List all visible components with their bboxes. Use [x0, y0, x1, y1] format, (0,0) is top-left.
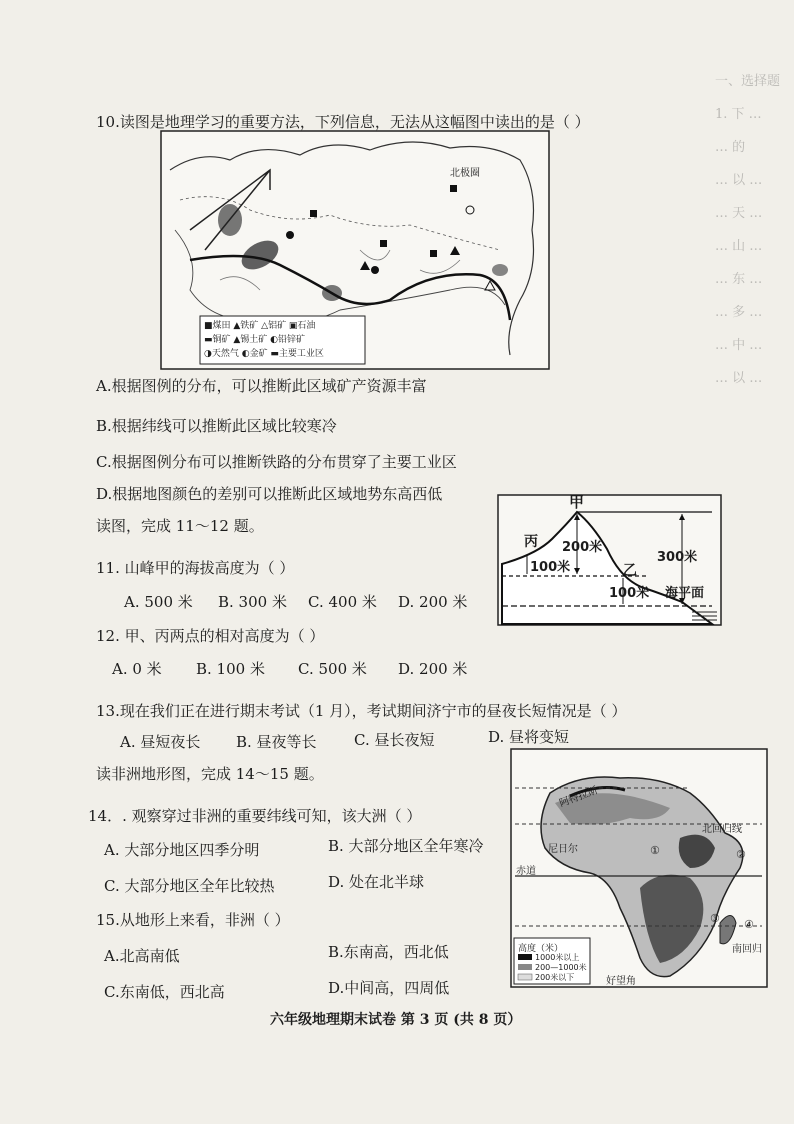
- q15-option-a[interactable]: A.北高南低: [104, 947, 180, 965]
- q14-option-b[interactable]: B. 大部分地区全年寒冷: [328, 837, 484, 855]
- legend-mid: 200—1000米: [535, 963, 587, 972]
- equator-label: 赤道: [516, 866, 536, 877]
- bleed-line: … 以 …: [715, 371, 763, 386]
- q13-option-d[interactable]: D. 昼将变短: [488, 728, 570, 746]
- height-300-label: 300米: [657, 550, 698, 565]
- height-100-label: 100米: [530, 560, 571, 575]
- bleed-line: … 山 …: [715, 239, 763, 254]
- q15-option-d[interactable]: D.中间高，四周低: [328, 979, 450, 997]
- marker-1: ①: [650, 844, 660, 857]
- marker-2: ②: [736, 848, 746, 861]
- sea-level-label: 海平面: [665, 586, 705, 601]
- q12-option-b[interactable]: B. 100 米: [196, 660, 265, 678]
- q10-option-d[interactable]: D.根据地图颜色的差别可以推断此区域地势东高西低: [96, 485, 443, 503]
- q15-option-b[interactable]: B.东南高，西北低: [328, 943, 449, 961]
- legend-row: ■煤田 ▲铁矿 △铝矿 ▣石油: [204, 321, 316, 331]
- question-13-stem: 13.现在我们正在进行期末考试（1 月），考试期间济宁市的昼夜长短情况是（ ）: [96, 702, 627, 720]
- q11-option-c[interactable]: C. 400 米: [308, 593, 377, 611]
- q10-option-c[interactable]: C.根据图例分布可以推断铁路的分布贯穿了主要工业区: [96, 453, 457, 471]
- intro-14-15: 读非洲地形图，完成 14～15 题。: [96, 765, 324, 783]
- bleed-line: … 以 …: [715, 173, 763, 188]
- question-10-stem: 10.读图是地理学习的重要方法，下列信息，无法从这幅图中读出的是（ ）: [96, 113, 590, 131]
- q11-option-d[interactable]: D. 200 米: [398, 593, 468, 611]
- bleed-line: … 天 …: [715, 206, 763, 221]
- q15-option-c[interactable]: C.东南低，西北高: [104, 983, 225, 1001]
- bleed-line: … 的: [715, 140, 746, 155]
- legend-low: 200米以下: [535, 973, 575, 982]
- q11-option-a[interactable]: A. 500 米: [124, 593, 193, 611]
- q14-option-a[interactable]: A. 大部分地区四季分明: [104, 841, 260, 859]
- map-legend: [204, 319, 324, 361]
- bleed-line: … 中 …: [715, 338, 763, 353]
- marker-4: ④: [744, 918, 754, 931]
- intro-11-12: 读图，完成 11～12 题。: [96, 517, 264, 535]
- question-11-stem: 11. 山峰甲的海拔高度为（ ）: [96, 559, 295, 577]
- q13-option-c[interactable]: C. 昼长夜短: [354, 731, 435, 749]
- legend-title: 高度（米）: [518, 944, 564, 954]
- bleed-line: 一、选择题: [715, 74, 781, 89]
- legend-high: 1000米以上: [535, 953, 580, 962]
- q10-option-b[interactable]: B.根据纬线可以推断此区域比较寒冷: [96, 417, 337, 435]
- q14-option-c[interactable]: C. 大部分地区全年比较热: [104, 877, 275, 895]
- q13-option-a[interactable]: A. 昼短夜长: [120, 733, 201, 751]
- tropic-north-label: 北回归线: [702, 824, 742, 835]
- cape-good-hope-label: 好望角: [606, 976, 636, 987]
- q11-option-b[interactable]: B. 300 米: [218, 593, 287, 611]
- atlas-mountains-label: 阿特拉斯: [558, 785, 600, 810]
- question-14-stem: 14．. 观察穿过非洲的重要纬线可知，该大洲（ ）: [88, 807, 422, 825]
- q13-option-b[interactable]: B. 昼夜等长: [236, 733, 317, 751]
- africa-terrain-map: [510, 748, 768, 988]
- bleed-through-text: [715, 70, 794, 490]
- question-12-stem: 12. 甲、丙两点的相对高度为（ ）: [96, 627, 325, 645]
- q12-option-c[interactable]: C. 500 米: [298, 660, 367, 678]
- q12-option-a[interactable]: A. 0 米: [112, 660, 162, 678]
- page-footer: 六年级地理期末试卷 第 3 页 (共 8 页）: [270, 1012, 522, 1028]
- terrain-diagram: [497, 494, 722, 626]
- height-100-yi-label: 100米: [609, 586, 650, 601]
- bleed-line: 1. 下 …: [715, 107, 762, 122]
- peak-jia-label: 甲: [569, 493, 585, 511]
- point-bing-label: 丙: [524, 534, 538, 550]
- russia-resource-map: [160, 130, 550, 370]
- question-15-stem: 15.从地形上来看，非洲（ ）: [96, 911, 290, 929]
- legend-row: ◑天然气 ◐金矿 ▬主要工业区: [204, 349, 324, 359]
- q12-option-d[interactable]: D. 200 米: [398, 660, 468, 678]
- legend-row: ▬铜矿 ▲锡土矿 ◐铅锌矿: [204, 335, 305, 345]
- bleed-line: … 多 …: [715, 305, 763, 320]
- marker-3: ③: [710, 912, 720, 925]
- height-200-label: 200米: [562, 540, 603, 555]
- arctic-circle-label: 北极圈: [450, 168, 480, 179]
- q14-option-d[interactable]: D. 处在北半球: [328, 873, 425, 891]
- tropic-south-label: 南回归: [732, 944, 762, 955]
- bleed-line: … 东 …: [715, 272, 763, 287]
- niger-label: 尼日尔: [548, 844, 578, 855]
- point-yi-label: 乙: [623, 563, 637, 579]
- q10-option-a[interactable]: A.根据图例的分布，可以推断此区域矿产资源丰富: [96, 377, 427, 395]
